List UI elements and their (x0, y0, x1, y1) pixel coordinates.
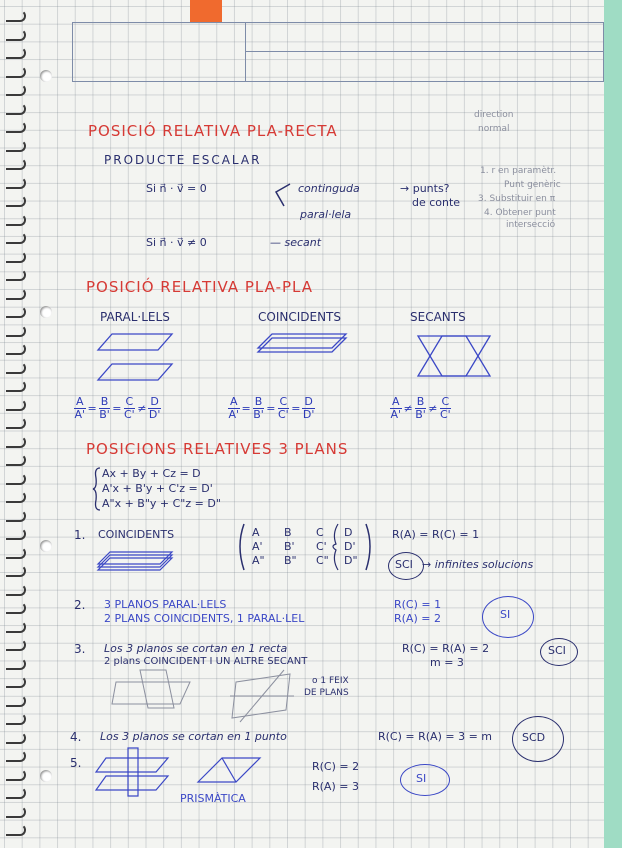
spiral-ring (6, 824, 26, 836)
corner-note-2: normal (478, 124, 510, 134)
item-2-line2: 2 PLANS COINCIDENTS, 1 PARAL·LEL (104, 612, 305, 625)
item-3-class: SCI (548, 644, 566, 657)
system-equation-1: Ax + By + Cz = D (102, 467, 201, 480)
punch-hole (40, 306, 52, 318)
secant-label: — secant (270, 236, 322, 249)
system-brace (92, 466, 102, 512)
section3-title: POSICIONS RELATIVES 3 PLANS (86, 440, 349, 458)
item-2-class: SI (500, 608, 511, 621)
section1-subtitle: PRODUCTE ESCALAR (104, 153, 262, 167)
orange-tab (190, 0, 222, 22)
spiral-ring (6, 510, 26, 522)
fraction: $\frac{A}{A'}$ (228, 395, 240, 421)
item-5-title: PRISMÀTICA (180, 792, 246, 805)
spiral-ring (6, 732, 26, 744)
condition-2: Si n⃗ · v⃗ ≠ 0 (146, 236, 207, 249)
points-arrow: → punts? (400, 182, 450, 195)
parallel-planes-drawing (94, 330, 184, 384)
spiral-ring (6, 806, 26, 818)
fraction: C C' (440, 395, 451, 421)
fraction: $\frac{B}{B'}$ (99, 395, 110, 421)
spiral-ring (6, 528, 26, 540)
fraction: $\frac{B}{B'}$ (253, 395, 264, 421)
spiral-ring (6, 66, 26, 78)
spiral-ring (6, 10, 26, 22)
common-label: de conte (412, 196, 461, 209)
secant-column-title: SECANTS (410, 310, 466, 324)
contained-label: continguda (298, 182, 360, 195)
matrix-cell: A" (252, 554, 265, 567)
punch-hole (40, 540, 52, 552)
coincident-planes-drawing (256, 330, 352, 360)
spiral-ring (6, 769, 26, 781)
condition-1: Si n⃗ · v⃗ = 0 (146, 182, 207, 195)
spiral-ring (6, 29, 26, 41)
item-4-rank: R(C) = R(A) = 3 = m (378, 730, 493, 743)
parallel-label: paral·lela (300, 208, 352, 221)
system-equation-3: A"x + B"y + C"z = D" (102, 497, 221, 510)
item-4-line1: Los 3 planos se cortan en 1 punto (100, 730, 287, 743)
coincident-condition: $\frac{A}{A'}$ = $\frac{B}{B'}$ = $\frac{C}{C'}$ = $\frac{D}{D'}$ (228, 395, 315, 421)
spiral-ring (6, 417, 26, 429)
spiral-ring (6, 288, 26, 300)
section2-title: POSICIÓ RELATIVA PLA-PLA (86, 278, 313, 296)
header-box (72, 22, 604, 82)
item-3-extra2: DE PLANS (304, 688, 349, 698)
spiral-ring (6, 103, 26, 115)
spiral-ring (6, 454, 26, 466)
item-1-number: 1. (74, 528, 86, 542)
three-planes-point-drawing (94, 748, 174, 798)
spiral-ring (6, 325, 26, 337)
fraction: A A' (390, 395, 402, 421)
item-5-rank2: R(A) = 3 (312, 780, 359, 793)
spiral-ring (6, 140, 26, 152)
item-2-rank2: R(A) = 2 (394, 612, 441, 625)
spiral-ring (6, 269, 26, 281)
spiral-ring (6, 47, 26, 59)
side-note-3: 3. Substituir en π (478, 194, 556, 204)
planes-cut-in-line-drawing (110, 668, 200, 712)
spiral-ring (6, 695, 26, 707)
spiral-ring (6, 436, 26, 448)
spiral-ring (6, 547, 26, 559)
side-note-2: Punt genèric (504, 180, 561, 190)
matrix-cell: D' (344, 540, 356, 553)
spiral-ring (6, 676, 26, 688)
matrix-cell: C (316, 526, 324, 539)
spiral-ring (6, 750, 26, 762)
item-5-number: 5. (70, 756, 82, 770)
page-edge-strip (604, 0, 622, 848)
secant-planes-drawing (414, 330, 494, 382)
item-3-number: 3. (74, 642, 86, 656)
matrix-cell: A (252, 526, 260, 539)
spiral-ring (6, 362, 26, 374)
header-divider (245, 23, 246, 81)
system-equation-2: A'x + B'y + C'z = D' (102, 482, 213, 495)
fraction: $\frac{C}{C'}$ (278, 395, 289, 421)
matrix-cell: C' (316, 540, 327, 553)
item-1-rank: R(A) = R(C) = 1 (392, 528, 480, 541)
item-4-class: SCD (522, 731, 546, 744)
spiral-ring (6, 343, 26, 355)
side-note-1: 1. r en paramètr. (480, 166, 557, 176)
spiral-ring (6, 658, 26, 670)
bracket-mark (270, 182, 294, 208)
spiral-ring (6, 713, 26, 725)
item-1-title: COINCIDENTS (98, 528, 175, 541)
spiral-ring (6, 621, 26, 633)
spiral-ring (6, 232, 26, 244)
parallel-column-title: PARAL·LELS (100, 310, 170, 324)
spiral-ring (6, 158, 26, 170)
matrix-cell: B (284, 526, 292, 539)
item-3-line2: 2 plans COINCIDENT I UN ALTRE SECANT (104, 656, 308, 667)
coincident-column-title: COINCIDENTS (258, 310, 342, 324)
section1-title: POSICIÓ RELATIVA PLA-RECTA (88, 122, 338, 140)
item-5-class: SI (416, 772, 427, 785)
item-5-rank: R(C) = 2 (312, 760, 360, 773)
spiral-ring (6, 84, 26, 96)
matrix-cell: C" (316, 554, 329, 567)
matrix-cell: A' (252, 540, 263, 553)
item-2-line1: 3 PLANOS PARAL·LELS (104, 598, 227, 611)
item-4-number: 4. (70, 730, 82, 744)
pencil-of-planes-drawing (226, 668, 298, 726)
fraction: D D' (148, 395, 161, 421)
item-1-class: SCI (395, 558, 413, 571)
fraction: B B' (415, 395, 426, 421)
spiral-ring (6, 251, 26, 263)
item-3-extra: o 1 FEIX (312, 676, 349, 686)
spiral-ring (6, 306, 26, 318)
prismatic-drawing (194, 754, 264, 788)
spiral-ring (6, 639, 26, 651)
matrix-cell: D" (344, 554, 358, 567)
spiral-ring (6, 491, 26, 503)
fraction: $\frac{D}{D'}$ (302, 395, 315, 421)
spiral-ring (6, 399, 26, 411)
punch-hole (40, 70, 52, 82)
matrix-cell: D (344, 526, 353, 539)
item-3-line1: Los 3 planos se cortan en 1 recta (104, 642, 288, 655)
spiral-ring (6, 195, 26, 207)
corner-note-1: direction (474, 110, 514, 120)
matrix-cell: B' (284, 540, 295, 553)
spiral-ring (6, 565, 26, 577)
spiral-ring (6, 214, 26, 226)
item-3-rank: R(C) = R(A) = 2 (402, 642, 490, 655)
spiral-ring (6, 473, 26, 485)
fraction: $\frac{C}{C'}$ (124, 395, 135, 421)
spiral-ring (6, 787, 26, 799)
secant-condition: A A' ≠ B B' ≠ C C' (390, 395, 451, 421)
fraction: $\frac{A}{A'}$ (74, 395, 86, 421)
side-note-5: intersecció (506, 220, 556, 230)
parallel-condition: $\frac{A}{A'}$ = $\frac{B}{B'}$ = $\frac{C}{C'}$ ≠ D D' (74, 395, 161, 421)
header-divider (245, 51, 603, 52)
side-note-4: 4. Obtener punt (484, 208, 556, 218)
spiral-binding (0, 0, 34, 848)
item-2-rank: R(C) = 1 (394, 598, 442, 611)
item-3-rank2: m = 3 (430, 656, 464, 669)
spiral-ring (6, 121, 26, 133)
punch-hole (40, 770, 52, 782)
spiral-ring (6, 177, 26, 189)
spiral-ring (6, 602, 26, 614)
spiral-ring (6, 584, 26, 596)
item-1-extra: → infinites solucions (422, 558, 534, 571)
item-2-number: 2. (74, 598, 86, 612)
spiral-ring (6, 380, 26, 392)
matrix-cell: B" (284, 554, 297, 567)
coincident-3-planes-drawing (96, 548, 176, 574)
